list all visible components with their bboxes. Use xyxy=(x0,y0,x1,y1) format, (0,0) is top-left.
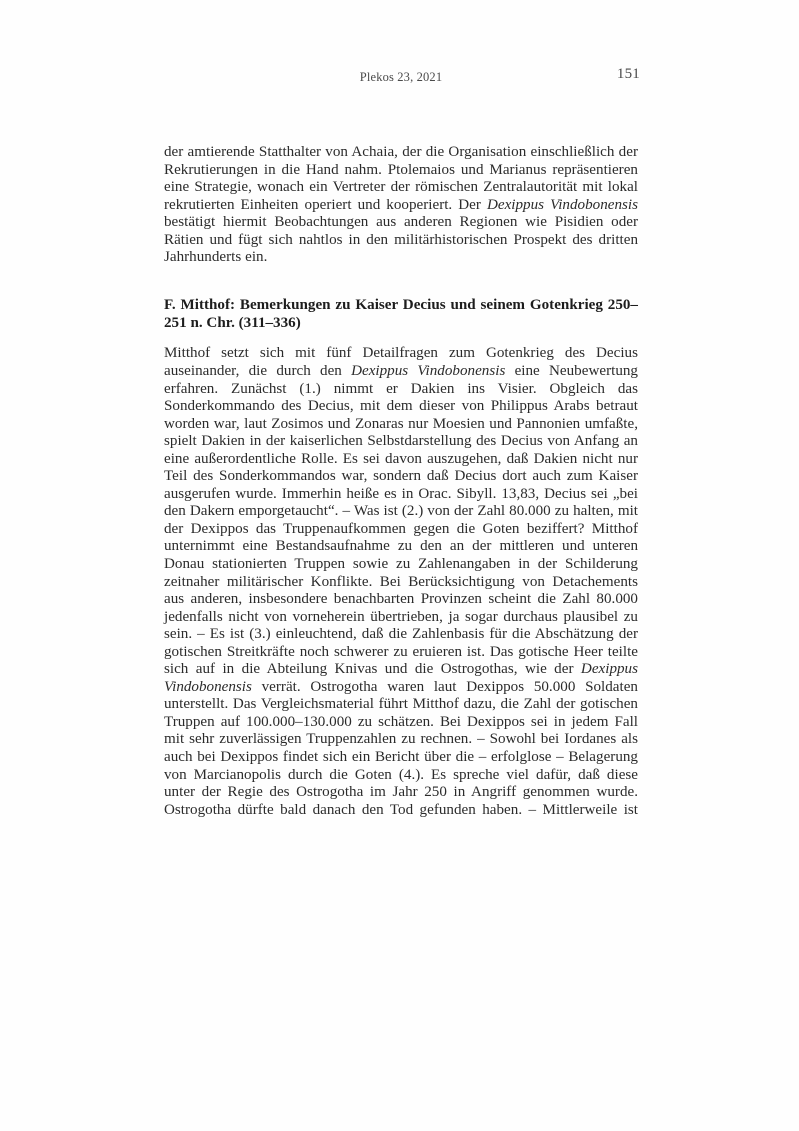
paragraph-2-segment-b: eine Neubewertung erfahren. Zunächst (1.) nimmt er Dakien ins Visier. Obgleich das Sonderkommando des Decius, mit dem dieser von Philippus Arabs betraut worden war, laut Zosimos und Zonaras nur Moesien und Pannonien umfaßte, spielt Dakien in der kaiserlichen Selbstdarstellung des Decius von Anfang an eine außerordentliche Rolle. Es sei davon auszugehen, daß Dakien nicht nur Teil des Sonderkommandos war, sondern daß Decius dort auch zum Kaiser ausgerufen wurde. Immerhin heiße es in Orac. Sibyll. 13,83, Decius sei „bei den Dakern emporgetaucht“. – Was ist (2.) von der Zahl 80.000 zu halten, mit der Dexippos das Truppenaufkommen gegen die Goten beziffert? Mitthof unternimmt eine Bestandsaufnahme zu den an der mittleren und unteren Donau stationierten Truppen sowie zu Zahlenangaben in der Schilderung zeitnaher militärischer Konflikte. Bei Berücksichtigung von Detachements aus anderen, insbesondere benachbarten Provinzen scheint die Zahl 80.000 jedenfalls nicht von vorneherein übertrieben, ja sogar durchaus plausibel zu sein. – Es ist (3.) einleuchtend, daß die Zahlenbasis für die Abschätzung der gotischen Streitkräfte noch schwerer zu eruieren ist. Das gotische Heer teilte sich auf in die Abteilung Knivas und die Ostrogothas, wie der xyxy=(164,362,638,678)
work-title-dexippus-vindobonensis-3: Dexippus Vindobonensis xyxy=(164,661,638,695)
running-header-journal-title: Plekos 23, 2021 xyxy=(359,70,443,84)
paragraph-1-text-tail: bestätigt hiermit Beobachtungen aus anderen Regionen wie Pisidien oder Rätien und fügt sich nahtlos in den militärhistorischen Prospekt des dritten Jahrhunderts ein. xyxy=(164,214,638,266)
text-column xyxy=(164,144,638,819)
spacer-after-heading xyxy=(164,332,638,345)
paragraph-2-segment-a: Mitthof setzt sich mit fünf Detailfragen zum Gotenkrieg des Decius auseinander, die durch den xyxy=(164,345,638,379)
paragraph-2-segment-c: verrät. Ostrogotha waren laut Dexippos 50.000 Soldaten unterstellt. Das Vergleichsmaterial führt Mitthof dazu, die Zahl der gotischen Truppen auf 100.000–130.000 zu schätzen. Bei Dexippos sei in jedem Fall mit sehr zuverlässigen Truppenzahlen zu rechnen. – Sowohl bei Iordanes als auch bei Dexippos findet sich ein Bericht über die – erfolglose – Belagerung von Marcianopolis durch die Goten (4.). Es spreche viel dafür, daß diese unter der Regie des Ostrogotha im Jahr 250 in Angriff genommen wurde. Ostrogotha dürfte bald danach den Tod gefunden haben. – Mittlerweile ist xyxy=(164,678,638,818)
work-title-dexippus-vindobonensis-1: Dexippus Vindobonensis xyxy=(486,196,638,213)
spacer-before-heading xyxy=(164,267,638,297)
section-heading: F. Mitthof: Bemerkungen zu Kaiser Decius und seinem Gotenkrieg 250–251 n. Chr. (311–336) xyxy=(164,296,638,331)
paragraph-1-text-lead: der amtierende Statthalter von Achaia, der die Organisation einschließlich der Rekrutierungen in die Hand nahm. Ptolemaios und Marianus repräsentieren eine Strategie, wonach ein Vertreter der römischen Zentralautorität mit lokal rekrutierten Einheiten operiert und kooperiert. Der xyxy=(164,144,638,213)
work-title-dexippus-vindobonensis-2: Dexippus Vindobonensis xyxy=(351,362,506,379)
paragraph-mitthof-review xyxy=(164,345,638,819)
paragraph-continuation xyxy=(164,144,638,267)
running-header xyxy=(164,66,640,90)
page-number: 151 xyxy=(616,66,640,82)
